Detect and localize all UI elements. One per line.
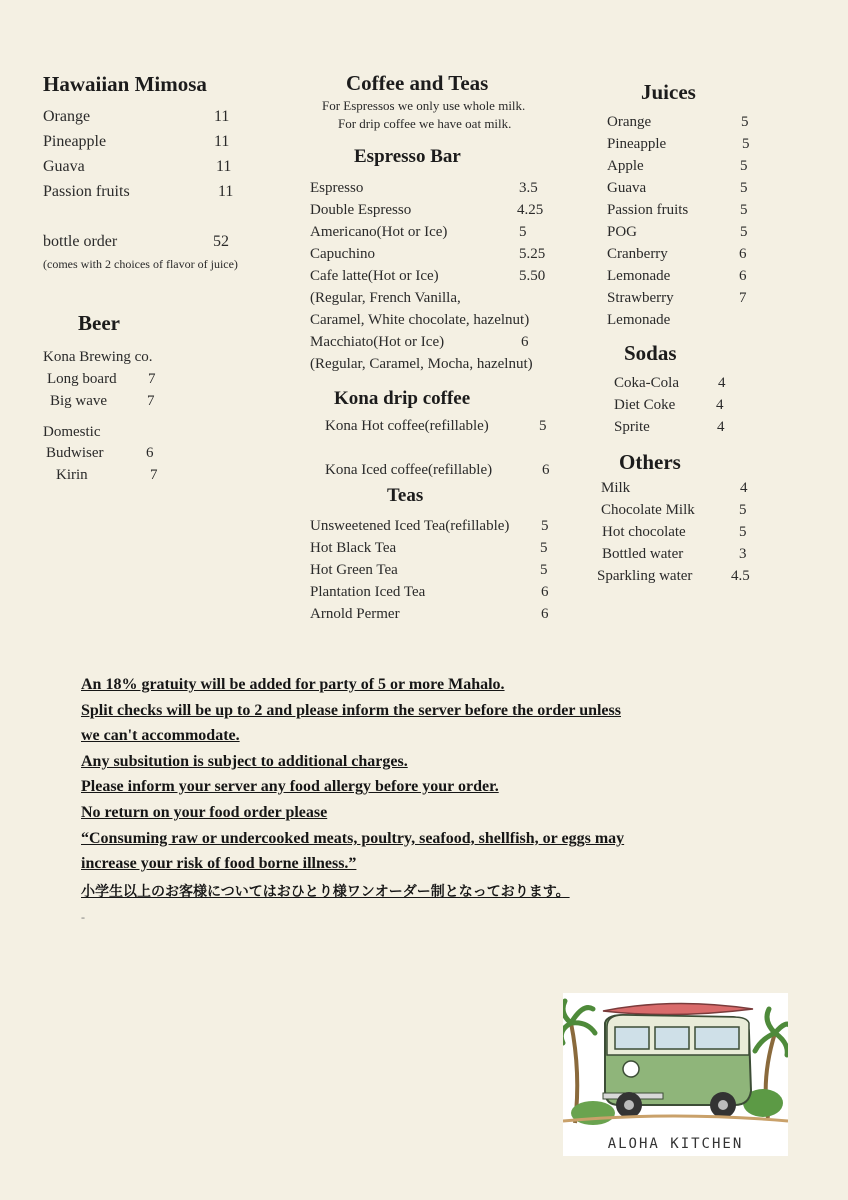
item-price: 5.25: [519, 246, 546, 262]
others-title: Others: [619, 450, 681, 474]
item-name: Orange: [43, 108, 91, 125]
consumption-warning: “Consuming raw or undercooked meats, poultry, seafood, shellfish, or eggs may: [81, 830, 625, 847]
item-name: Kona Iced coffee(refillable): [325, 462, 493, 478]
macchiato-options: (Regular, Caramel, Mocha, hazelnut): [310, 356, 533, 372]
item-price: 6: [541, 584, 549, 600]
item-price: 4.25: [517, 202, 544, 218]
item-price: 7: [147, 393, 155, 409]
item-name: Americano(Hot or Ice): [310, 224, 448, 240]
espresso-bar-title: Espresso Bar: [354, 146, 461, 167]
split-check-note: we can't accommodate.: [81, 727, 240, 744]
item-price: 4: [740, 480, 748, 496]
beer-title: Beer: [78, 311, 120, 335]
gratuity-note: An 18% gratuity will be added for party of 5 or more Mahalo.: [81, 676, 505, 693]
item-name: Cranberry: [607, 246, 668, 262]
item-price: 6: [146, 445, 154, 461]
coffee-note-oat-milk: For drip coffee we have oat milk.: [338, 116, 512, 131]
teas-title: Teas: [387, 485, 424, 506]
item-price: 5: [541, 518, 549, 534]
allergy-note: Please inform your server any food allergy before your order.: [81, 778, 499, 795]
latte-options: (Regular, French Vanilla,: [310, 290, 461, 306]
item-name: Apple: [607, 158, 644, 174]
substitution-note: Any subsitution is subject to additional charges.: [81, 753, 408, 770]
coffee-title: Coffee and Teas: [346, 71, 489, 95]
item-price: 5: [740, 224, 748, 240]
item-name: Chocolate Milk: [601, 502, 695, 518]
item-name: Hot chocolate: [602, 524, 686, 540]
item-price: 11: [214, 108, 230, 125]
item-price: 6: [739, 246, 747, 262]
item-price: 5: [741, 114, 749, 130]
latte-options: Caramel, White chocolate, hazelnut): [310, 312, 530, 328]
item-price: 7: [148, 371, 156, 387]
item-name: Cafe latte(Hot or Ice): [310, 268, 439, 284]
item-price: 4: [716, 397, 724, 413]
item-name: Arnold Permer: [310, 606, 400, 622]
item-price: 5: [539, 418, 547, 434]
item-price: 11: [216, 158, 232, 175]
item-name: Kona Hot coffee(refillable): [325, 418, 489, 434]
sodas-title: Sodas: [624, 341, 677, 365]
item-name: Macchiato(Hot or Ice): [310, 334, 445, 350]
item-name: Long board: [47, 371, 117, 387]
item-name: Lemonade: [607, 268, 671, 284]
japanese-note: 小学生以上のお客様についてはおひとり様ワンオーダー制となっております。: [81, 884, 570, 900]
coffee-note-whole-milk: For Espressos we only use whole milk.: [322, 98, 526, 113]
mimosa-title: Hawaiian Mimosa: [43, 72, 207, 96]
dash-mark: -: [81, 910, 85, 924]
item-name: Plantation Iced Tea: [310, 584, 426, 600]
item-name: Milk: [601, 480, 631, 496]
item-price: 4: [717, 419, 725, 435]
van-illustration: [563, 993, 788, 1156]
item-name: Double Espresso: [310, 202, 412, 218]
item-price: 11: [214, 133, 230, 150]
item-name: bottle order: [43, 233, 118, 250]
item-price: 6: [739, 268, 747, 284]
item-price: 6: [521, 334, 529, 350]
beer-brand: Kona Brewing co.: [43, 349, 153, 365]
kona-drip-title: Kona drip coffee: [334, 388, 471, 409]
item-price: 5: [739, 524, 747, 540]
item-name: Diet Coke: [614, 397, 676, 413]
item-name: Sparkling water: [597, 568, 693, 584]
item-price: 5: [740, 180, 748, 196]
item-name: Hot Black Tea: [310, 540, 397, 556]
item-price: 5.50: [519, 268, 546, 284]
item-name: Guava: [607, 180, 647, 196]
item-price: 5: [540, 540, 548, 556]
item-name: Pineapple: [43, 133, 107, 150]
item-name: Bottled water: [602, 546, 684, 562]
item-price: 5: [742, 136, 750, 152]
item-price: 11: [218, 183, 234, 200]
item-name: Coka-Cola: [614, 375, 679, 391]
item-name: Hot Green Tea: [310, 562, 398, 578]
item-price: 5: [540, 562, 548, 578]
item-name: Pineapple: [607, 136, 667, 152]
item-name: Strawberry: [607, 290, 674, 306]
item-price: 6: [541, 606, 549, 622]
consumption-warning: increase your risk of food borne illness.”: [81, 855, 357, 872]
domestic-label: Domestic: [43, 424, 101, 440]
logo-text: ALOHA KITCHEN: [607, 1136, 744, 1152]
item-price: 52: [213, 233, 229, 250]
item-name: POG: [607, 224, 638, 240]
item-price: 4: [718, 375, 726, 391]
item-name: Big wave: [50, 393, 108, 409]
item-price: 5: [740, 158, 748, 174]
item-name: Orange: [607, 114, 652, 130]
item-name: Passion fruits: [43, 183, 130, 200]
item-name: Budwiser: [46, 445, 104, 461]
item-name: Lemonade: [607, 312, 671, 328]
item-price: 5: [740, 202, 748, 218]
item-price: 6: [542, 462, 550, 478]
item-price: 4.5: [731, 568, 750, 584]
juices-title: Juices: [641, 80, 696, 104]
item-name: Passion fruits: [607, 202, 689, 218]
item-name: Guava: [43, 158, 85, 175]
split-check-note: Split checks will be up to 2 and please inform the server before the order unless: [81, 702, 621, 719]
item-name: Kirin: [56, 467, 88, 483]
return-note: No return on your food order please: [81, 804, 328, 821]
item-name: Espresso: [310, 180, 364, 196]
item-price: 5: [519, 224, 527, 240]
item-name: Capuchino: [310, 246, 375, 262]
item-price: 7: [739, 290, 747, 306]
item-price: 5: [739, 502, 747, 518]
item-price: 3: [739, 546, 747, 562]
item-name: Unsweetened Iced Tea(refillable): [310, 518, 510, 534]
item-name: Sprite: [614, 419, 650, 435]
aloha-kitchen-logo: [563, 993, 788, 1156]
item-price: 7: [150, 467, 158, 483]
item-price: 3.5: [519, 180, 538, 196]
bottle-note: (comes with 2 choices of flavor of juice): [43, 257, 238, 271]
